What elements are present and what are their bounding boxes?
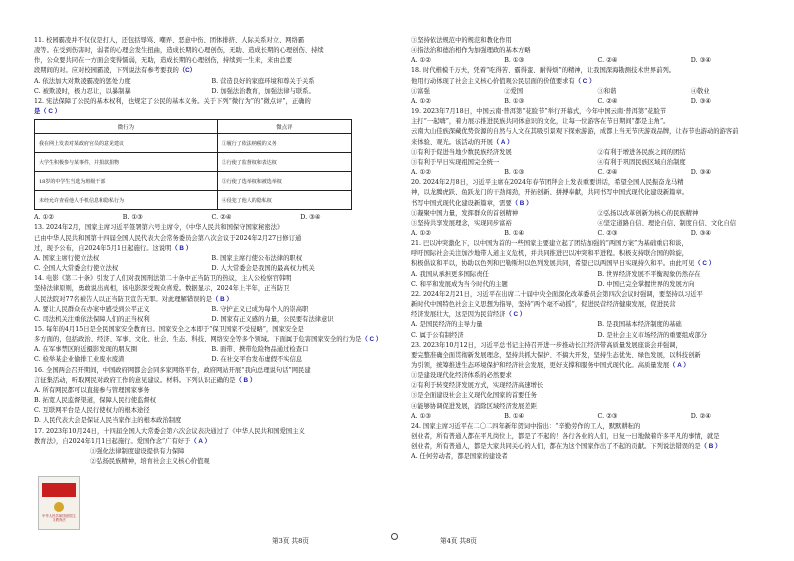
q13-option: B. 国家主席行使公布法律的职权 xyxy=(211,254,302,262)
q19-option: A. ①② xyxy=(411,169,431,177)
q23-options xyxy=(411,412,784,422)
q14-option-row xyxy=(34,305,389,315)
q11-option-row xyxy=(34,87,389,97)
stem-text: 书写中国式现代化建设新篇章，需要 xyxy=(411,199,512,207)
table-header-cell: 微点评 xyxy=(217,120,351,134)
answer-mark: （ A ） xyxy=(669,362,690,369)
right-page xyxy=(397,0,794,561)
q11-line: 作，公众要共同在一方面会变得懦弱，无助，造成长期的心理创伤，持续到一生来，来由总要 xyxy=(34,57,293,65)
q12-options xyxy=(34,213,389,223)
q12-option: D. ③④ xyxy=(300,214,321,222)
binding-hole-icon xyxy=(391,533,398,540)
q20-sub-option: ④坚定道路自信、理论自信、制度自信、文化自信 xyxy=(597,219,737,227)
q11-line: 11. 校园霸凌并不仅仅是打人，还包括辱骂、嘲弄、恶意中伤、团体排挤、人际关系对立、网络霸 xyxy=(34,37,305,44)
q15-option: B. 面带、携带危险物品通过检查口 xyxy=(211,346,309,354)
q14-option: D. 国家有正义感的力量，公民要有法律意识 xyxy=(211,315,334,323)
table-row xyxy=(35,172,352,191)
q13-line xyxy=(34,244,389,254)
q20-line: 20. 2024年2月8日，习近平主席在2024年春节团拜会上发表重要讲话，希望全国人民振奋龙马精 xyxy=(411,179,684,187)
q17-subitem: ②弘扬民族精神，培育社会主义核心价值观 xyxy=(90,458,210,465)
q18-option: A. ①② xyxy=(411,97,431,105)
q21-option-row xyxy=(411,280,784,290)
q17-line xyxy=(34,437,389,447)
q14-option: A. 要让人民群众在办案中感受到公平正义 xyxy=(34,305,150,313)
q19-option: B. ①③ xyxy=(504,169,525,177)
q13-line: 已由中华人民共和国第十四届全国人民代表大会常务委员会第八次会议于2024年2月27日修订通 xyxy=(34,234,302,242)
q17-line: 17. 2023年10月24日，十四届全国人大常委会第六次会议表决通过了《中华人民共和国爱国主义 xyxy=(34,427,305,435)
q24-option: A. 任何劳动者，都是国家的建设者 xyxy=(411,453,508,461)
q19-line: 19. 2023年7月18日，中国云南·普洱第“花脸节”举行开幕式，今年中国云南·普洱第“花脸节 xyxy=(411,108,667,116)
stem-text: 多方面的，包括政治、经济、军事、文化、社会、生态、科技、网络安全等多个领域。下面属于危害国家安全的行为是 xyxy=(34,336,362,344)
stem-text: 教育法》，自2024年1月1日起施行。爱国作念“广有好于 xyxy=(34,437,191,445)
q15-line xyxy=(34,335,389,345)
national-emblem-icon xyxy=(54,502,64,512)
q23-line xyxy=(411,361,784,371)
q13-option: A. 国家主席行使立法权 xyxy=(34,254,100,262)
intro-option: B. ①③ xyxy=(504,57,525,65)
table-cell: ④侵犯了他人的隐私权 xyxy=(217,191,351,210)
stem-text: 人民法院对77名被告人以正当防卫宣告无罪。对此理解错误的是 xyxy=(34,295,213,303)
q19-sub-option: ④有利于巩固民族区域自治制度 xyxy=(597,158,686,166)
q18-values-option: ③和谐 xyxy=(597,87,617,95)
answer-mark: （ C ） xyxy=(361,336,383,344)
q21-option: A. 我国从承担更多国际责任 xyxy=(411,270,489,278)
q22-option: B. 是我国基本经济制度的基础 xyxy=(597,321,682,329)
table-cell: 18岁的中学生当选为班级干部 xyxy=(35,172,218,191)
q23-option: C. ②③ xyxy=(597,412,618,420)
q23-option: B. ①④ xyxy=(504,412,525,420)
q18-options xyxy=(411,97,784,107)
q15-option-row xyxy=(34,355,389,365)
table-row xyxy=(35,191,352,210)
q18-option: D. ③④ xyxy=(690,97,711,105)
q19-option: C. ②④ xyxy=(597,169,618,177)
q20-options xyxy=(411,229,784,239)
q11-option: C. 被欺凌时，极力忍让，以暴制暴 xyxy=(34,87,131,95)
page-number-left: 第3页 共8页 xyxy=(272,537,309,545)
stem-text: 他用行动体现了社会主义核心价值观公民层面的价值要求有 xyxy=(411,77,575,85)
q21-option: B. 世界经济发展不平衡现象仍然存在 xyxy=(597,270,701,278)
q11-option: D. 加强法治教育，加强法律与联系。 xyxy=(211,87,315,95)
stem-text: 创业者，所有普通人，都是大家共同关心的人们，都在为这个国家作出了不起的贡献。下列说法错误的是 xyxy=(411,443,701,451)
q24-line: 24. 国家主席习近平在二〇二四年新年贺词中指出：“辛勤劳作的工人，默默耕耘的 xyxy=(411,422,641,430)
table-cell: ③行使了选举权和被选举权 xyxy=(217,172,351,191)
q16-option: D. 人民代表大会是保证人民当家作主的根本政治制度 xyxy=(34,417,182,425)
q12-option: C. ②④ xyxy=(211,214,232,222)
answer-mark: （ C ） xyxy=(694,260,715,268)
q23-option: A. ①③ xyxy=(411,412,431,420)
q14-line xyxy=(34,295,389,305)
table-cell: 我在网上发表对某政府官员的意见建议 xyxy=(35,134,218,153)
q20-line: 神，以龙腾虎跃、鱼跃龙门的干劲闯劲，开拓创新、拼搏奉献，共同书写中国式现代化建设新篇章。 xyxy=(411,189,689,197)
answer-mark: （ B ） xyxy=(171,244,193,252)
q14-option: B. 守护正义已成为每个人的崇高职 xyxy=(211,305,309,313)
q13-option: C. 全国人大常委会行使立法权 xyxy=(34,265,119,273)
q15-option: A. 在军事禁区附近摄影发现的朋友圈 xyxy=(34,346,138,354)
table-cell: 大学生积极参与某事件，并捐款捐物 xyxy=(35,153,218,172)
answer-mark: （ A ） xyxy=(190,437,211,445)
intro-option: D. ③④ xyxy=(690,57,711,65)
q20-line xyxy=(411,199,784,209)
q22-line: 新时代中国特色社会主义思想为指导，坚持“两个毫不动摇”，促进民营经济健康发展，促进民营 xyxy=(411,301,676,309)
q13-option: D. 人大常委会是我国的最高权力机关 xyxy=(211,265,315,273)
intro-option: C. ②④ xyxy=(597,57,618,65)
q22-option-row xyxy=(411,320,784,330)
q15-line: 15. 每年的4月15日是全民国家安全教育日。国家安全之本即于“保卫国家不受侵略”，国家安全是 xyxy=(34,325,304,333)
q12-stem: 12. 宪法保障了公民的基本权利，也规定了公民的基本义务。关于下列“微行为”的“微点评”，正确的 xyxy=(34,97,311,105)
q19-line: 主打“一起嗨”，着力展示推进民族共同体意识的文化，让每一位游客在节日期间“都是主角”。 xyxy=(411,118,670,126)
q22-line: 22. 2024年2月21日，习近平在出席二十届中央全面深化改革委员会第四次会议时强调，要坚持以习近平 xyxy=(411,290,703,298)
q19-sub-option-row xyxy=(411,158,784,168)
q20-option: B. ①④ xyxy=(504,229,525,237)
q24-line: 创业者，所有普通人都在平凡岗位上，都是了不起的！各行各业的人们，日复一日地做着许多平凡的事情，就是 xyxy=(411,433,720,441)
q12-answer: 是（ C ） xyxy=(34,108,61,116)
q13-line: 13. 2024年2月，国家主席习近平签署第六号主席令，《中华人民共和国保守国家秘密法》 xyxy=(34,224,284,232)
q21-option-row xyxy=(411,270,784,280)
table-header-row xyxy=(35,120,352,134)
q14-option-row xyxy=(34,315,389,325)
q19-sub-option: ②有利于增进各民族之间的团结 xyxy=(597,148,686,156)
q19-line: 云南大山佳族深藏优势资源的自然与人文在其吸引景观下探索游游，成都上当无节庆游戏品牌，让春节也游动的游客前 xyxy=(411,128,739,136)
q20-option: A. ①② xyxy=(411,229,431,237)
q21-line: 呼吁国际社会关注加沙地带人道主义危机，并共同推进巴以冲突和平进程。积极支持联合国的斡旋， xyxy=(411,250,689,258)
q15-option-row xyxy=(34,345,389,355)
table-row xyxy=(35,153,352,172)
stem-text: 过，现予公布，自2024年5月1日起施行。这说明 xyxy=(34,244,172,252)
q16-option: A. 所有网民都可以直接参与管理国家事务 xyxy=(34,386,150,394)
intro-line: ③坚持依法规范中的规范和教化作用 xyxy=(411,37,512,44)
stem-text: 积极倡议和平以，协助以色列和巴勒斯坦以色列发展共同，希望已以两国早日实现持久和平。由此可见 xyxy=(411,260,695,268)
q22-option: A. 是国民经济的主导力量 xyxy=(411,321,483,329)
q23-line: 要完整准确全面贯彻新发展理念，坚持共抓大保护、不搞大开发，坚持生态优先、绿色发展，以科技创新 xyxy=(411,351,701,359)
q22-option: D. 是社会主义市场经济的重要组成部分 xyxy=(597,331,708,339)
q19-sub-option-row xyxy=(411,148,784,158)
q19-option: D. ③④ xyxy=(690,169,711,177)
q13-option-row xyxy=(34,264,389,274)
q12-option: A. ①② xyxy=(34,214,54,222)
q22-line xyxy=(411,310,784,320)
q17-subitems xyxy=(34,447,389,467)
table-cell: 未经允许查看他人手机信息和隐私行为 xyxy=(35,191,218,210)
table-header-cell: 微行为 xyxy=(35,120,218,134)
table-row xyxy=(35,134,352,153)
answer-mark: （ A ） xyxy=(492,138,514,146)
q18-line: 18. 时代楷模千万夫，凭着“吃得苦、霸得蛮、耐得烦”的精神，让我国深海勘测技术世界前列。 xyxy=(411,67,676,75)
q16-option: B. 拓宽人民监督渠道，保障人民行使监督权 xyxy=(34,397,156,405)
q19-line xyxy=(411,138,784,148)
q20-sub-option: ②弘扬以改革创新为核心的民族精神 xyxy=(597,209,699,217)
q16-line xyxy=(34,376,389,386)
comment-table xyxy=(34,119,352,210)
q18-values-option: ④敬业 xyxy=(690,87,710,95)
answer-mark: （ B ） xyxy=(212,295,233,303)
q17-subitem: ①强化法律制度建设提供有力保障 xyxy=(90,447,185,455)
answer-mark: （ B ） xyxy=(235,376,257,384)
q18-values-option: ①富强 xyxy=(411,87,430,95)
answer-mark: （C） xyxy=(178,67,196,75)
q21-line: 21. 巴以冲突激化下，以中国为首的一些国家主要建立起了团结加强的“两国方案”为基础重启和谈， xyxy=(411,240,688,248)
stem-text: 言征集活动，听取网民对政府工作的意见建议。材料。下列认识正确的是 xyxy=(34,376,236,384)
q21-line xyxy=(411,259,784,269)
q18-values-option: ②爱国 xyxy=(504,87,524,95)
q21-option: D. 中国已完全掌握世界的发展方向 xyxy=(597,280,695,288)
answer-mark: （ C ） xyxy=(505,311,527,319)
book-title: 中华人民共和国爱国主义教育法 xyxy=(42,514,76,522)
law-book-cover-image xyxy=(38,476,80,530)
q20-option: D. ③④ xyxy=(690,229,711,237)
q23-subitem: ②有利于转变经济发展方式，实现经济高速增长 xyxy=(411,382,544,390)
q18-option: C. ②④ xyxy=(597,97,618,105)
book-red-band xyxy=(42,483,76,497)
q22-option-row xyxy=(411,331,784,341)
q23-subitem: ③是全面建设社会主义现代化国家的首要任务 xyxy=(411,392,537,400)
q20-sub-option: ③坚持共享发展理念，实现同步富裕 xyxy=(411,219,512,227)
q18-line xyxy=(411,77,784,87)
q23-subitem: ①是建设现代化经济体系的必然要求 xyxy=(411,372,512,380)
intro-options xyxy=(411,56,784,66)
q21-option: C. 和平和发展成为当今时代的主题 xyxy=(411,280,508,288)
q20-sub-option-row xyxy=(411,219,784,229)
q12-option: B. ①③ xyxy=(122,214,143,222)
stem-text: 段期间的对。应对校园霸凌，下列说法有参考要我的 xyxy=(34,67,179,75)
q20-option: C. ②③ xyxy=(597,229,618,237)
q22-option: C. 属于公有制经济 xyxy=(411,331,464,339)
intro-line: ④指法治和德治相作为加强理政的基本方略 xyxy=(411,47,531,55)
q11-option: B. 营造良好的家庭环境和尊关于关系 xyxy=(211,77,315,85)
q13-option-row xyxy=(34,254,389,264)
q19-options xyxy=(411,168,784,178)
q14-option: C. 司法机关注重依法保障人们的正当权利 xyxy=(34,315,150,323)
table-cell: ②行使了监督权和表达权 xyxy=(217,153,351,172)
q15-option: D. 在社交平台发布虚假不实信息 xyxy=(211,356,303,364)
answer-mark: （ B ） xyxy=(700,443,722,451)
q19-sub-option: ③有利于早日实现祖国完全统一 xyxy=(411,158,500,166)
stem-text: 为引领，统筹推进生态环境保护和经济社会发展，更好支撑和服务中国式现代化。高质量发展 xyxy=(411,362,670,369)
q20-sub-option-row xyxy=(411,209,784,219)
stem-text: 来体验、观光。该活动的开展 xyxy=(411,138,493,146)
q23-line: 23. 2023年10月12日，习近平总书记主持召开进一步推动长江经济带高质量发展座谈会并强调， xyxy=(411,341,682,349)
q11-option: A. 依法加大对欺凌霸凌的惩处力度 xyxy=(34,77,131,85)
q15-option: C. 检举某企业偷排工业废水废渣 xyxy=(34,356,125,364)
page-number-right: 第4页 共8页 xyxy=(440,537,477,545)
q19-sub-option: ①有利于促进当地少数民族经济发展 xyxy=(411,148,512,156)
stem-text: 经济发展壮大，这是因为民营经济 xyxy=(411,311,506,319)
q23-subitem: ④能够协调促进发展，消除区域经济发展差距 xyxy=(411,402,537,410)
q20-sub-option: ①凝聚中国力量，发挥群众的首创精神 xyxy=(411,209,519,217)
q16-option: C. 互联网平台是人民行使权力的根本途径 xyxy=(34,407,150,415)
q11-line xyxy=(34,66,389,76)
answer-mark: （ B ） xyxy=(511,199,533,207)
q18-option: B. ①③ xyxy=(504,97,525,105)
q16-line: 16. 全国两会召开期间，中国政府网都会会同多家网络平台，政府网站开展“我向总理说句话”网民建 xyxy=(34,366,311,374)
q24-line xyxy=(411,442,784,452)
answer-mark: （ C ） xyxy=(574,77,596,85)
q23-option: D. ②④ xyxy=(690,412,711,420)
q14-line: 14. 电影《第二十条》引发了人们对我国刑法第二十条中正当防卫的热议，主人公检察官韩明 xyxy=(34,275,292,283)
table-cell: ①履行了依法纳税的义务 xyxy=(217,134,351,153)
intro-option: A. ①② xyxy=(411,57,431,65)
q11-line: 凌等。在受到伤害时，弱者的心理会发生扭曲，造成长期的心理创伤，无助、造成长期的心理创伤、持续 xyxy=(34,47,324,55)
q14-line: 坚持法律原则，勇敢说出真相，该电影深受观众喜爱。数据显示，2024年上半年，正当防卫 xyxy=(34,285,290,293)
q18-values-options xyxy=(411,87,784,97)
q11-option-row xyxy=(34,77,389,87)
